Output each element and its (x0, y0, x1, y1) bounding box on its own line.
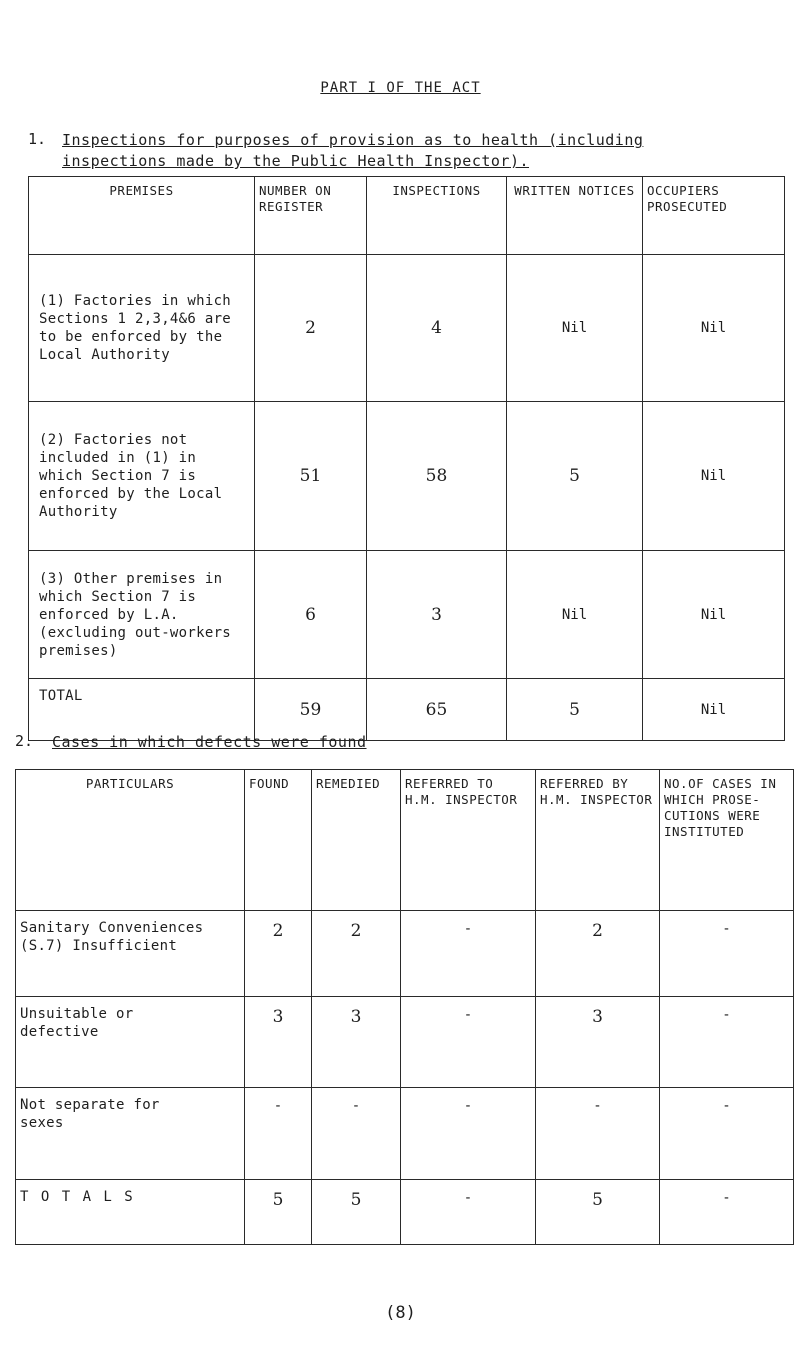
defects-total-label: T O T A L S (16, 1180, 245, 1245)
premises-row-1-inspections: 4 (367, 255, 507, 402)
defects-row-1-referred-to: - (401, 911, 536, 997)
defects-total-found: 5 (245, 1180, 312, 1245)
defects-row-2 (16, 997, 794, 1088)
defects-total-referred-by: 5 (536, 1180, 660, 1245)
header-inspections: INSPECTIONS (367, 177, 507, 255)
premises-total-inspections: 65 (367, 679, 507, 741)
premises-row-3-notices: Nil (507, 551, 643, 679)
defects-row-3-label: Not separate for sexes (16, 1088, 245, 1180)
defects-total-referred-to: - (401, 1180, 536, 1245)
page-heading: PART I OF THE ACT (320, 80, 481, 96)
header-prosecutions: NO.OF CASES IN WHICH PROSE-CUTIONS WERE INSTITUTED (660, 770, 794, 911)
header-particulars: PARTICULARS (16, 770, 245, 911)
defects-row-3-prosecutions: - (660, 1088, 794, 1180)
defects-row-1-label: Sanitary Conveniences (S.7) Insufficient (16, 911, 245, 997)
premises-total-register: 59 (255, 679, 367, 741)
section-1-title-line1: Inspections for purposes of provision as to health (including (62, 131, 644, 149)
premises-row-3 (29, 551, 785, 679)
defects-row-1-prosecutions: - (660, 911, 794, 997)
defects-total-remedied: 5 (312, 1180, 401, 1245)
header-referred-by: REFERRED BY H.M. INSPECTOR (536, 770, 660, 911)
premises-total-label: TOTAL (29, 679, 255, 741)
header-written-notices: WRITTEN NOTICES (507, 177, 643, 255)
defects-table (15, 769, 794, 1245)
premises-row-2 (29, 402, 785, 551)
section-1-title (62, 130, 643, 172)
header-occupiers-prosecuted: OCCUPIERS PROSECUTED (643, 177, 785, 255)
premises-row-1-label: (1) Factories in which Sections 1 2,3,4&6 are to be enforced by the Local Authority (29, 255, 255, 402)
defects-row-2-referred-to: - (401, 997, 536, 1088)
defects-row-1 (16, 911, 794, 997)
defects-row-3-referred-to: - (401, 1088, 536, 1180)
defects-row-2-label: Unsuitable or defective (16, 997, 245, 1088)
defects-row-2-remedied: 3 (312, 997, 401, 1088)
premises-row-3-prosecuted: Nil (643, 551, 785, 679)
page-number: (8) (385, 1303, 416, 1323)
defects-row-1-found: 2 (245, 911, 312, 997)
defects-row-2-referred-by: 3 (536, 997, 660, 1088)
header-number-on-register: NUMBER ON REGISTER (255, 177, 367, 255)
premises-row-1-register: 2 (255, 255, 367, 402)
defects-row-3 (16, 1088, 794, 1180)
premises-row-1-notices: Nil (507, 255, 643, 402)
premises-row-3-register: 6 (255, 551, 367, 679)
header-remedied: REMEDIED (312, 770, 401, 911)
defects-total-row (16, 1180, 794, 1245)
defects-row-3-found: - (245, 1088, 312, 1180)
premises-row-2-prosecuted: Nil (643, 402, 785, 551)
defects-row-2-prosecutions: - (660, 997, 794, 1088)
premises-row-2-notices: 5 (507, 402, 643, 551)
premises-total-prosecuted: Nil (643, 679, 785, 741)
header-found: FOUND (245, 770, 312, 911)
premises-row-3-label: (3) Other premises in which Section 7 is enforced by L.A. (excluding out-workers premises) (29, 551, 255, 679)
defects-header-row (16, 770, 794, 911)
defects-row-2-found: 3 (245, 997, 312, 1088)
defects-row-3-referred-by: - (536, 1088, 660, 1180)
section-2-number: 2. (15, 732, 34, 750)
premises-row-1-prosecuted: Nil (643, 255, 785, 402)
premises-row-2-inspections: 58 (367, 402, 507, 551)
premises-row-2-label: (2) Factories not included in (1) in which Section 7 is enforced by the Local Authority (29, 402, 255, 551)
section-1-number: 1. (28, 130, 47, 148)
premises-row-2-register: 51 (255, 402, 367, 551)
header-referred-to: REFERRED TO H.M. INSPECTOR (401, 770, 536, 911)
premises-row-3-inspections: 3 (367, 551, 507, 679)
defects-total-prosecutions: - (660, 1180, 794, 1245)
section-1-title-line2: inspections made by the Public Health Inspector). (62, 152, 530, 170)
section-2-title (52, 732, 367, 753)
defects-row-3-remedied: - (312, 1088, 401, 1180)
premises-table (28, 176, 785, 741)
premises-header-row (29, 177, 785, 255)
defects-row-1-remedied: 2 (312, 911, 401, 997)
header-premises: PREMISES (29, 177, 255, 255)
defects-row-1-referred-by: 2 (536, 911, 660, 997)
premises-total-notices: 5 (507, 679, 643, 741)
section-2-title-text: Cases in which defects were found (52, 733, 367, 751)
premises-row-1 (29, 255, 785, 402)
